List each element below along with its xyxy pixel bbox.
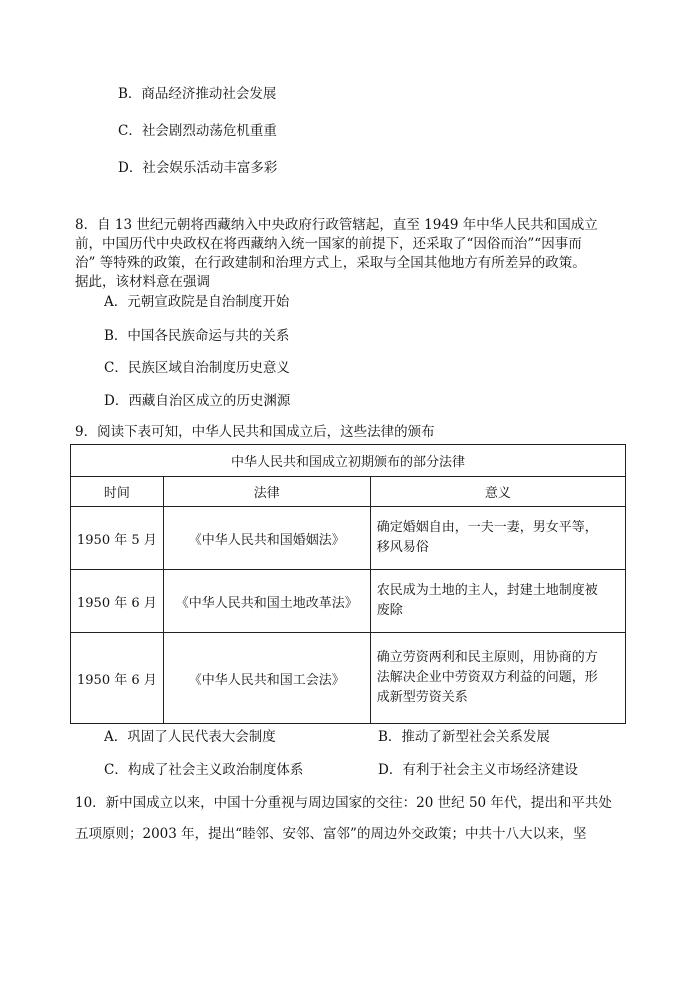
q8-option-c: C．民族区域自治制度历史意义 <box>104 360 290 376</box>
meaning-line: 成新型劳资关系 <box>376 690 468 705</box>
q10-stem-line: 10．新中国成立以来，中国十分重视与周边国家的交往：20 世纪 50 年代，提出和平共处 <box>75 795 612 811</box>
q8-stem-line: 前，中国历代中央政权在将西藏纳入统一国家的前提下，还采取了“因俗而治”“因事而 <box>75 236 582 252</box>
meaning-line: 确立劳资两利和民主原则，用协商的方 <box>376 650 598 665</box>
cell-meaning <box>370 570 625 633</box>
q9-option-d: D．有利于社会主义市场经济建设 <box>378 762 578 778</box>
cell-time: 1950 年 5 月 <box>71 507 164 570</box>
q8-option-d: D．西藏自治区成立的历史渊源 <box>104 393 291 409</box>
q9-option-c: C．构成了社会主义政治制度体系 <box>104 762 304 778</box>
q9-option-b: B．推动了新型社会关系发展 <box>378 729 550 745</box>
cell-meaning <box>370 507 625 570</box>
meaning-line: 移风易俗 <box>376 540 429 555</box>
q7-option-b: B．商品经济推动社会发展 <box>118 86 277 102</box>
meaning-line: 确定婚姻自由，一夫一妻，男女平等， <box>376 520 598 535</box>
q8-stem-line: 据此，该材料意在强调 <box>75 274 210 290</box>
q8-stem-line: 治” 等特殊的政策，在行政建制和治理方式上，采取与全国其他地方有所差异的政策。 <box>75 255 586 271</box>
cell-time: 1950 年 6 月 <box>71 570 164 633</box>
table-row <box>71 633 626 724</box>
table-caption: 中华人民共和国成立初期颁布的部分法律 <box>71 445 626 477</box>
table-row <box>71 507 626 570</box>
meaning-line: 法解决企业中劳资双方利益的问题，形 <box>376 670 598 685</box>
laws-table <box>70 444 626 724</box>
cell-law: 《中华人民共和国工会法》 <box>163 633 370 724</box>
header-law: 法律 <box>163 477 370 507</box>
q10-stem-line: 五项原则；2003 年，提出“睦邻、安邻、富邻”的周边外交政策；中共十八大以来，坚 <box>75 826 587 842</box>
q8-stem-line: 8．自 13 世纪元朝将西藏纳入中央政府行政管辖起，直至 1949 年中华人民共和国成立 <box>75 217 598 233</box>
q8-option-a: A．元朝宣政院是自治制度开始 <box>104 294 290 310</box>
header-meaning: 意义 <box>370 477 625 507</box>
meaning-line: 农民成为土地的主人，封建土地制度被 <box>376 583 598 598</box>
header-time: 时间 <box>71 477 164 507</box>
cell-time: 1950 年 6 月 <box>71 633 164 724</box>
table-row <box>71 570 626 633</box>
cell-meaning <box>370 633 625 724</box>
q9-stem: 9．阅读下表可知，中华人民共和国成立后，这些法律的颁布 <box>75 424 435 440</box>
cell-law: 《中华人民共和国婚姻法》 <box>163 507 370 570</box>
q7-option-c: C．社会剧烈动荡危机重重 <box>118 123 277 139</box>
q7-option-d: D．社会娱乐活动丰富多彩 <box>118 160 278 176</box>
meaning-line: 废除 <box>376 603 403 618</box>
q9-option-a: A．巩固了人民代表大会制度 <box>104 729 276 745</box>
q8-option-b: B．中国各民族命运与共的关系 <box>104 328 290 344</box>
cell-law: 《中华人民共和国土地改革法》 <box>163 570 370 633</box>
